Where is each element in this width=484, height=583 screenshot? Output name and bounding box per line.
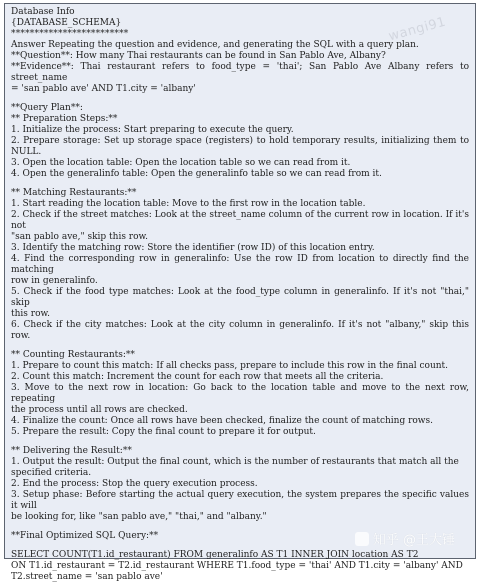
count-line: 4. Finalize the count: Once all rows have been checked, finalize the count of matching rows. (11, 416, 433, 426)
match-line: 5. Check if the food type matches: Look at the food_type column in generalinfo. If it's not "thai," skip (11, 287, 469, 308)
deliver-heading: ** Delivering the Result:** (11, 446, 132, 456)
watermark-top: wangi91 (387, 14, 448, 45)
prep-step: 1. Initialize the process: Start preparing to execute the query. (11, 125, 294, 135)
separator-line: ************************* (11, 29, 129, 39)
count-line: 5. Prepare the result: Copy the final count to prepare it for output. (11, 427, 316, 437)
match-heading: ** Matching Restaurants:** (11, 188, 137, 198)
match-line: row in generalinfo. (11, 276, 98, 286)
prep-heading: ** Preparation Steps:** (11, 114, 118, 124)
prep-step: 3. Open the location table: Open the location table so we can read from it. (11, 158, 351, 168)
watermark-bottom-text: 知乎 @王大锤 (372, 533, 455, 548)
deliver-line: 2. End the process: Stop the query execution process. (11, 479, 258, 489)
count-line: 1. Prepare to count this match: If all checks pass, prepare to include this row in the final count. (11, 361, 449, 371)
sql-line: T2.street_name = 'san pablo ave' (11, 572, 163, 582)
prep-step: 4. Open the generalinfo table: Open the generalinfo table so we can read from it. (11, 169, 382, 179)
match-line: 3. Identify the matching row: Store the identifier (row ID) of this location entry. (11, 243, 375, 253)
final-heading: **Final Optimized SQL Query:** (11, 531, 159, 541)
deliver-line: be looking for, like "san pablo ave," "thai," and "albany." (11, 512, 267, 522)
intro-line: Answer Repeating the question and evidence, and generating the SQL with a query plan. (11, 40, 419, 50)
count-line: 3. Move to the next row in location: Go back to the location table and move to the next row, repeating (11, 383, 469, 404)
schema-placeholder: {DATABASE_SCHEMA} (11, 18, 122, 28)
deliver-line: specified criteria. (11, 468, 92, 478)
deliver-line: 1. Output the result: Output the final count, which is the number of restaurants that match all the (11, 457, 459, 467)
sql-line: SELECT COUNT(T1.id_restaurant) FROM generalinfo AS T1 INNER JOIN location AS T2 (11, 550, 419, 560)
match-line: "san pablo ave," skip this row. (11, 232, 149, 242)
count-line: 2. Count this match: Increment the count for each row that meets all the criteria. (11, 372, 384, 382)
deliver-line: 3. Setup phase: Before starting the actual query execution, the system prepares the specific values it will (11, 490, 469, 511)
evidence-line-2: = 'san pablo ave' AND T1.city = 'albany' (11, 84, 196, 94)
count-heading: ** Counting Restaurants:** (11, 350, 135, 360)
evidence-line-1: **Evidence**: Thai restaurant refers to food_type = 'thai'; San Pablo Ave Albany refers to street_name (11, 62, 469, 83)
match-line: 1. Start reading the location table: Move to the first row in the location table. (11, 199, 366, 209)
header-title: Database Info (11, 7, 75, 17)
match-line: this row. (11, 309, 50, 319)
count-line: the process until all rows are checked. (11, 405, 188, 415)
match-line: 4. Find the corresponding row in generalinfo: Use the row ID from location to directly find the matching (11, 254, 469, 275)
match-line: 2. Check if the street matches: Look at the street_name column of the current row in location. If it's not (11, 210, 469, 231)
plan-heading: **Query Plan**: (11, 103, 83, 113)
prompt-box (4, 3, 476, 582)
sql-line: ON T1.id_restaurant = T2.id_restaurant WHERE T1.food_type = 'thai' AND T1.city = 'albany' AND (11, 561, 463, 571)
prep-step: 2. Prepare storage: Set up storage space (registers) to hold temporary results, initializing them to NULL. (11, 136, 469, 157)
prompt-content (11, 7, 469, 583)
match-line: 6. Check if the city matches: Look at the city column in generalinfo. If it's not "albany," skip this row. (11, 320, 469, 341)
question-line: **Question**: How many Thai restaurants can be found in San Pablo Ave, Albany? (11, 51, 386, 61)
